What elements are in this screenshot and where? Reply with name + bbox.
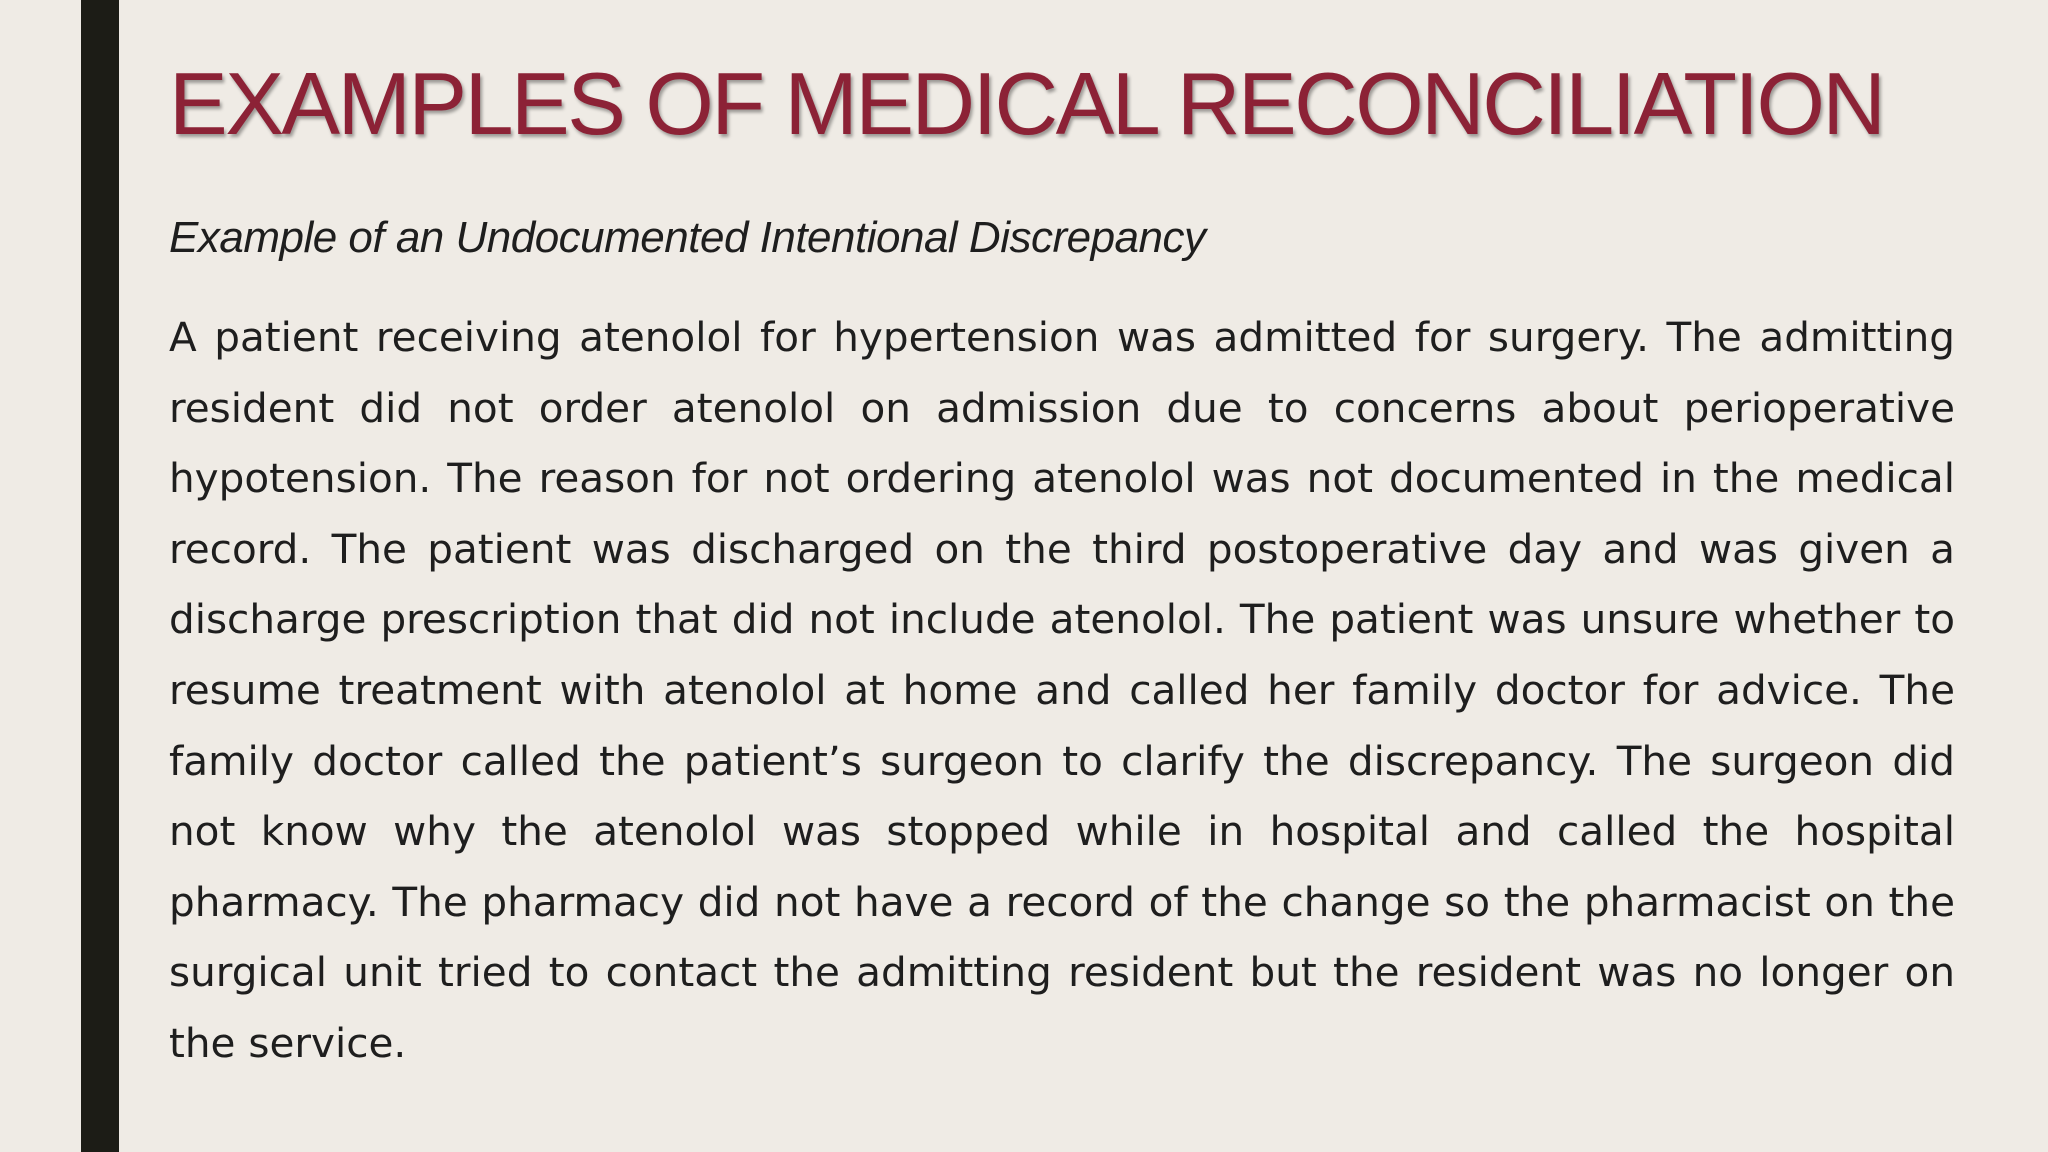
slide-body-text: A patient receiving atenolol for hypertension was admitted for surgery. The admitting resident did not order atenolol on admission due to concerns about perioperative hypotension. The reason for not ordering atenolol was not documented in the medical record. The patient was discharged on the third postoperative day and was given a discharge prescription that did not include atenolol. The patient was unsure whether to resume treatment with atenolol at home and called her family doctor for advice. The family doctor called the patient’s surgeon to clarify the discrepancy. The surgeon did not know why the atenolol was stopped while in hospital and called the hospital pharmacy. The pharmacy did not have a record of the change so the pharmacist on the surgical unit tried to contact the admitting resident but the resident was no longer on the service. xyxy=(169,313,1955,1067)
slide-title: EXAMPLES OF MEDICAL RECONCILIATION xyxy=(169,54,1884,153)
slide-subtitle: Example of an Undocumented Intentional Discrepancy xyxy=(169,213,1206,262)
left-accent-bar xyxy=(81,0,119,1152)
